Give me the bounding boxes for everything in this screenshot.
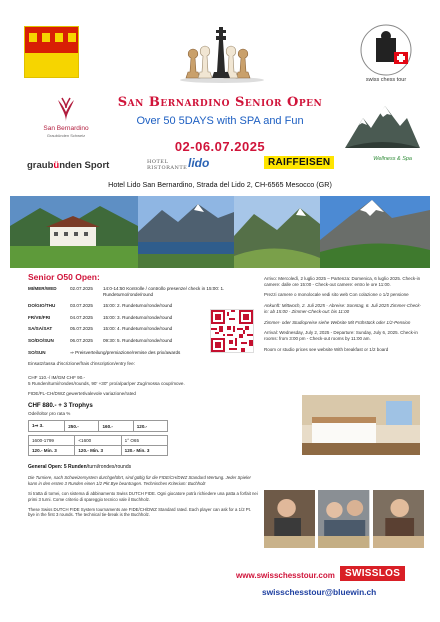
valley-photo [234, 196, 320, 268]
accommodation-info [264, 276, 424, 357]
schedule-row [28, 303, 258, 309]
schedule-desc: 09:30: 5. Rundeturno/ronde/round [103, 337, 173, 343]
schedule-day: SO/DO/SUN [28, 337, 54, 343]
schedule-row [28, 286, 258, 297]
category-table [28, 435, 168, 456]
schedule-desc: ⇒ Preisverteilung/premiazione/remise des prix/awards [70, 349, 181, 355]
players-photo [373, 490, 424, 548]
raiffeisen-logo: RAIFFEISEN [264, 156, 334, 169]
page-subtitle: Over 50 5DAYS with SPA and Fun [136, 115, 304, 127]
schedule-day: SO/SUN [28, 349, 46, 355]
prize-total: CHF 880.- + 3 Trophys [28, 402, 93, 410]
fide-rating: FIDE/FL-CH/DWZ gewertet/valevole variazione/rated [28, 390, 136, 396]
website-link[interactable]: www.swisschesstour.com [236, 571, 335, 580]
prize-cell: 120.- [133, 421, 167, 432]
hotel-address: Hotel Lido San Bernardino, Strada del Lido 2, CH-6565 Mesocco (GR) [108, 180, 332, 189]
snow-mountain-photo [320, 196, 430, 268]
prize-row [29, 421, 168, 432]
hotel-room-photo [302, 395, 420, 455]
graubunden-text-u: ü [53, 160, 60, 171]
schedule-date: 06.07.2025 [70, 337, 93, 343]
general-open-label: General Open: 5 Runden [28, 464, 87, 471]
info-italian-arrival: Arrivo: Mercoledì, 2 luglio 2025 – Partenza: Domenica, 6 luglio 2025. Check-in camere: dalle ore 15:00 - Check-out camere: entro le ore 11:00. [264, 276, 421, 287]
general-open-rest: /turni/rondes/rounds [86, 464, 132, 471]
prize-cell: 1° O65 [121, 436, 167, 446]
schedule-day: MI/MER/WED [28, 286, 57, 291]
header [0, 0, 440, 200]
entry-rounds: 5 Runden/turni/rondes/rounds, 90' +30'' pro/a/par/per Zug/mossa coup/move. [28, 380, 185, 386]
prize-cell: 120.- Min. 3 [121, 446, 167, 456]
graubunden-text-b: nden Sport [59, 160, 110, 171]
mountain-logo [345, 98, 420, 153]
schedule-desc: 15:00: 2. Rundeturno/ronde/round [103, 303, 173, 309]
players-photo [318, 490, 369, 548]
graubunden-text-a: graub [27, 160, 54, 171]
schedule-date: 05.07.2025 [70, 326, 93, 332]
info-english-arrival: Arrival: Wednesday, July 2, 2025 - Departure: Sunday, July 6, 2025. Check-in rooms: from 3:00 pm - Check-out rooms by 11:00 am. [264, 330, 418, 341]
photo-strip [10, 196, 430, 268]
prize-cell: 1⇒ 3. [29, 421, 65, 432]
players-photos [264, 490, 424, 548]
tour-logo-text: swiss chess tour [365, 77, 407, 83]
hotel-photo [10, 196, 138, 268]
swiss-chess-tour-logo [356, 22, 416, 84]
graubunden-flag-logo [24, 26, 79, 78]
players-photo [264, 490, 315, 548]
hotel-small-line2: RISTORANTE [147, 165, 188, 171]
prize-row [29, 446, 168, 456]
chess-pieces-image [178, 22, 266, 84]
prize-cell: 1600-1799 [29, 436, 75, 446]
prize-row [29, 436, 168, 446]
hotel-ristorante-logo [147, 159, 187, 171]
swisslos-logo: SWISSLOS [340, 566, 405, 581]
schedule-desc: 15:00: 3. Rundeturno/ronde/round [103, 314, 173, 320]
lido-logo: lido [188, 156, 210, 170]
prize-cell: 120.- Min. 3 [29, 446, 75, 456]
info-english-prices: Room or studio prices see website With breakfast or 1/2 board [264, 346, 389, 352]
schedule-desc: 15:00: 4. Rundeturno/ronde/round [103, 326, 173, 332]
prize-cell: 160.- [99, 421, 133, 432]
info-italian-prices: Prezzi camere o monolocale vedi sito web Con colazione o 1/2 pensione [264, 292, 409, 298]
prize-cell: 250.- [65, 421, 99, 432]
san-bernardino-logo-text: San Bernardino [43, 125, 89, 132]
event-dates: 02-06.07.2025 [174, 139, 266, 154]
hotel-small-line1: HOTEL [147, 159, 169, 165]
qr-code[interactable] [210, 309, 254, 353]
schedule-date: 03.07.2025 [70, 303, 93, 309]
prize-odds: Odel/oltor pro rata % [28, 411, 71, 417]
graubunden-sport-logo [27, 160, 109, 171]
paragraph-english: These Swiss DUTCH FIDE System tournaments are FIDE/CH/DWZ Standard rated. Each player can ask for a 1/2 Pt. bye in the first 3 rounds. The technical tie-break is the Buchholz. [28, 506, 252, 518]
entry-fee: CHF 110.-/ IM/GM CHF 90.- [28, 374, 86, 380]
page-title: San Bernardino Senior Open [117, 95, 323, 110]
schedule-day: FR/VE/FRI [28, 314, 51, 320]
prize-cell: <1600 [75, 436, 121, 446]
senior-open-heading: Senior O50 Open: [28, 272, 100, 282]
paragraph-italian: Si tratta di tornei, con sistema di abbinamento Swiss DUTCH FIDE. Ogni giocatore potrà richiedere una patta a forfait nei primi 3 turni. Come criterio di spareggio tecnico vale il Buchholz. [28, 491, 258, 502]
schedule-day: DO/GIO/THU [28, 303, 56, 309]
paragraph-german: Die Turniere, nach Schweizersystem durchgeführt, sind gültig für die FIDE/CH/DWZ Standard Wertung. Jeder Spieler kann in den ersten 3 Runden einen 1/2 Pkt Bye beantragen. Technisches Kriterium: Buchholz [28, 475, 251, 486]
prize-cell: 120.- Min. 3 [75, 446, 121, 456]
schedule-day: SA/SA/SAT [28, 326, 53, 332]
san-bernardino-logo-sub: Graubünden Schweiz [46, 133, 86, 138]
email-link[interactable]: swisschesstour@bluewin.ch [262, 587, 377, 597]
wellness-logo: Wellness & Spa [373, 156, 412, 162]
prize-table [28, 420, 168, 432]
schedule-date: 02.07.2025 [70, 286, 93, 291]
entry-fee-label: Einsatz/tassa d'iscrizione/frais d'inscription/entry fee: [28, 361, 135, 367]
schedule-desc: 14:0-14:50 Kontrolle / controllo presenze/ check in 15:00: 1. Rundeturno/ronde/round [103, 286, 225, 297]
lake-photo [138, 196, 234, 268]
info-german-arrival: Ankunft: Mittwoch, 2. Juli 2025 - Abreise: Sonntag, 6. Juli 2025 Zimmer-Check-in: ab 15:00 - Zimmer-Check-out: bis 11:00 [264, 303, 422, 314]
general-open-heading [28, 464, 258, 470]
schedule-date: 04.07.2025 [70, 314, 93, 320]
info-german-prices: Zimmer- oder Studiopreise siehe Website Mit Frühstück oder 1/2-Pension [264, 319, 411, 325]
